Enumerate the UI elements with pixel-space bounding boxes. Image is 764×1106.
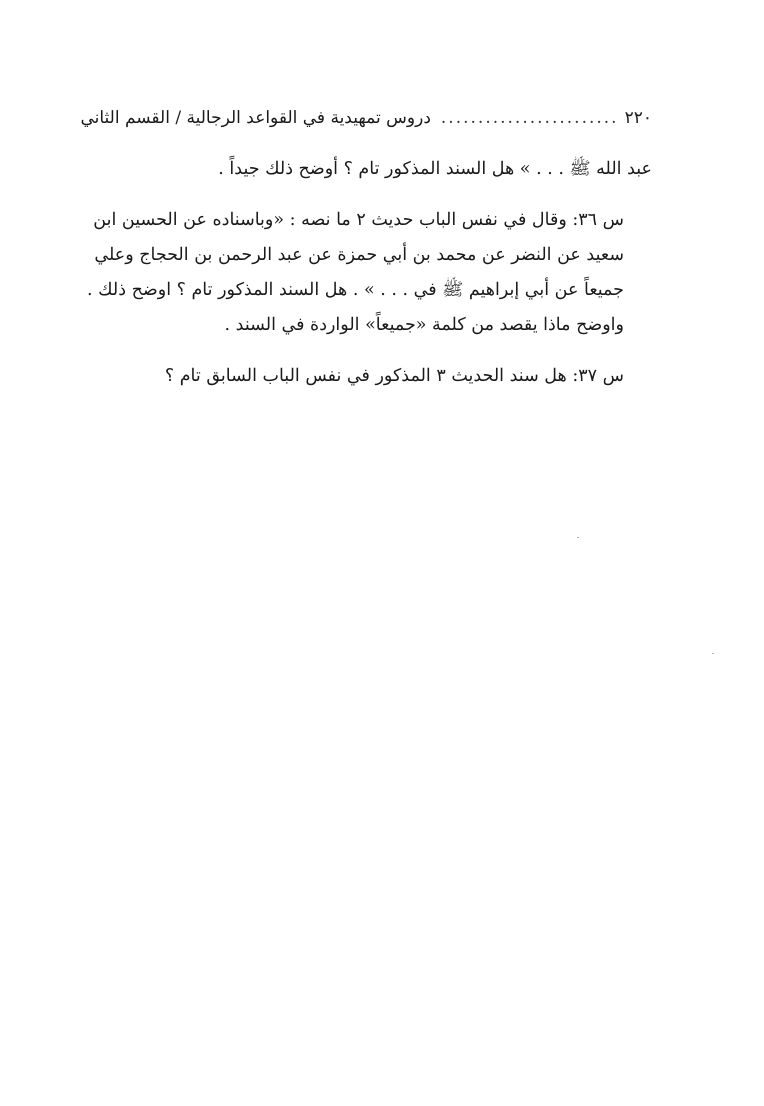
paragraph-continuation <box>118 152 652 187</box>
body-text <box>87 152 652 394</box>
running-title: دروس تمهيدية في القواعد الرجالية / القسم الثاني <box>80 108 431 128</box>
text-line: س ٣٦: وقال في نفس الباب حديث ٢ ما نصه : «وباسناده عن الحسين ابن <box>93 210 624 230</box>
question-37 <box>118 359 652 394</box>
scan-speck <box>712 653 714 654</box>
page-number: ٢٢٠ <box>624 108 652 128</box>
question-36 <box>87 203 652 343</box>
page-header <box>80 108 652 138</box>
text-line: جميعاً عن أبي إبراهيم ﷺ في . . . » . هل السند المذكور تام ؟ اوضح ذلك . <box>87 280 624 300</box>
text-line: سعيد عن النضر عن محمد بن أبي حمزة عن عبد الرحمن بن الحجاج وعلي <box>94 245 624 265</box>
scan-speck <box>577 537 579 538</box>
text-line: عبد الله ﷺ . . . » هل السند المذكور تام ؟ أوضح ذلك جيداً . <box>218 159 652 179</box>
dot-leader: ........................ <box>440 108 619 128</box>
text-line: واوضح ماذا يقصد من كلمة «جميعاً» الواردة في السند . <box>224 315 624 335</box>
text-line: س ٣٧: هل سند الحديث ٣ المذكور في نفس الباب السابق تام ؟ <box>164 366 624 386</box>
